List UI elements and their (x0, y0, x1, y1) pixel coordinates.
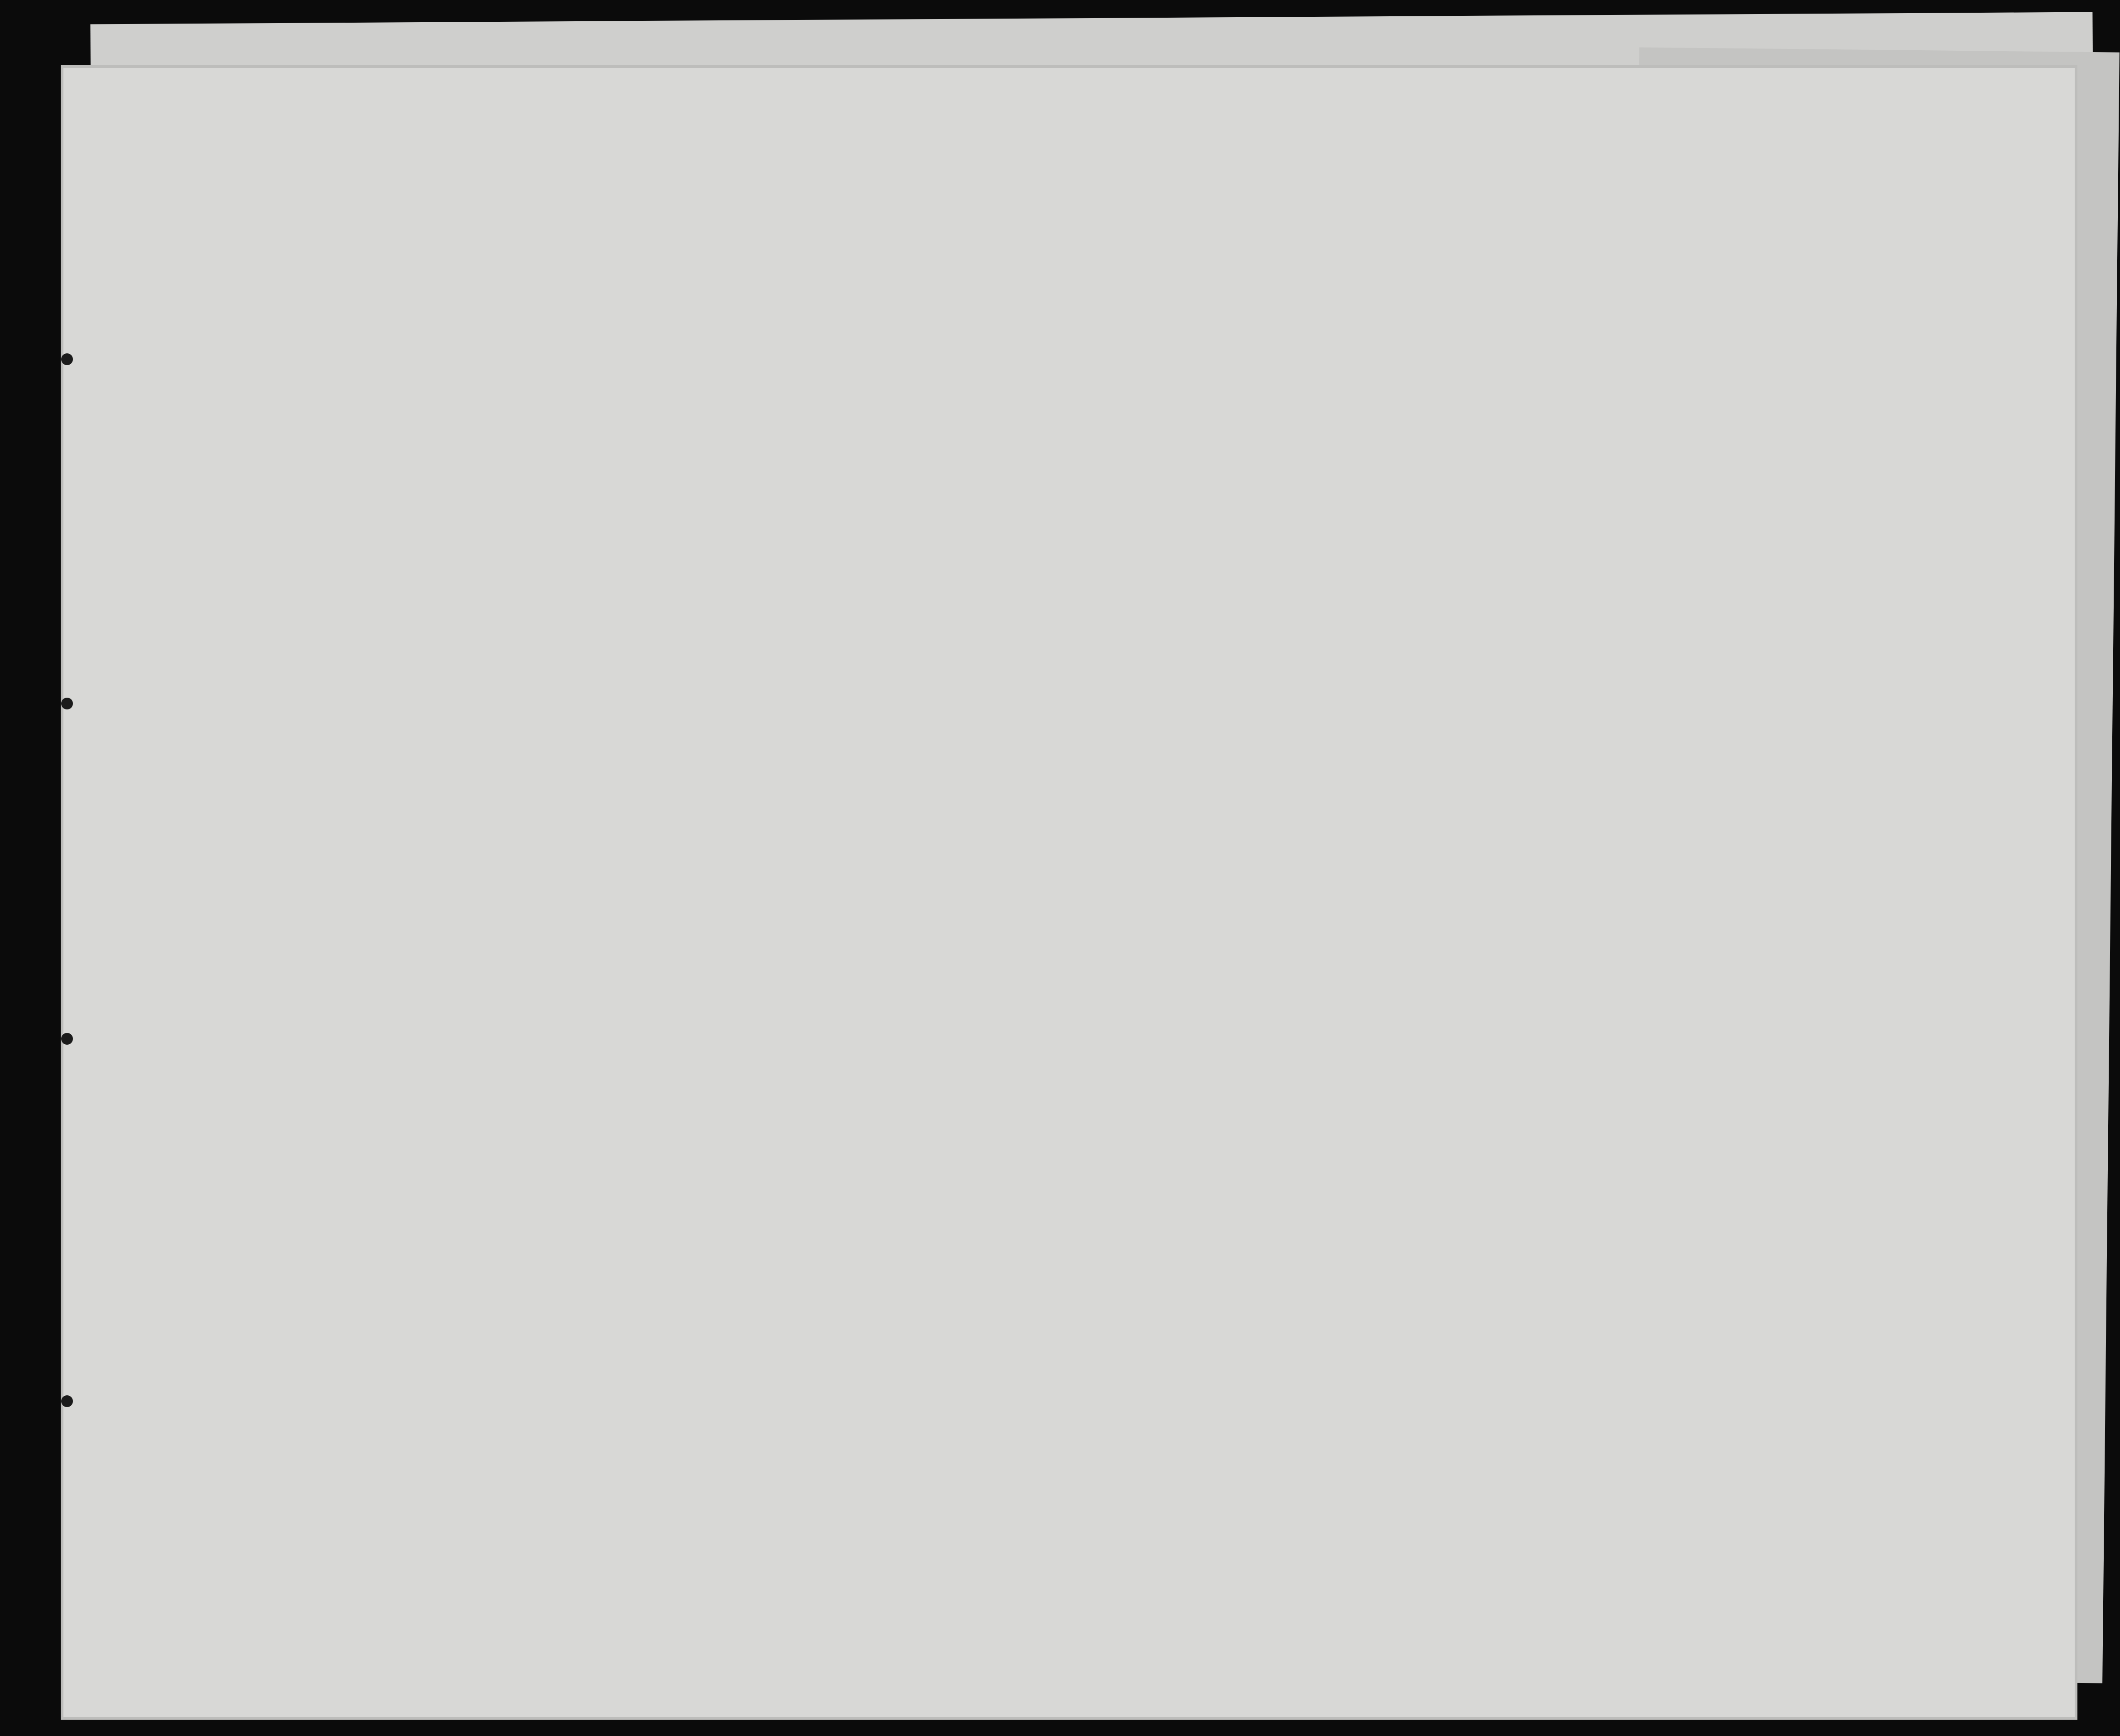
binding-hole (61, 1033, 73, 1045)
binding-hole (61, 353, 73, 365)
manifest-sheet (63, 68, 2075, 1717)
binding-hole (61, 698, 73, 709)
binding-hole (61, 1395, 73, 1407)
